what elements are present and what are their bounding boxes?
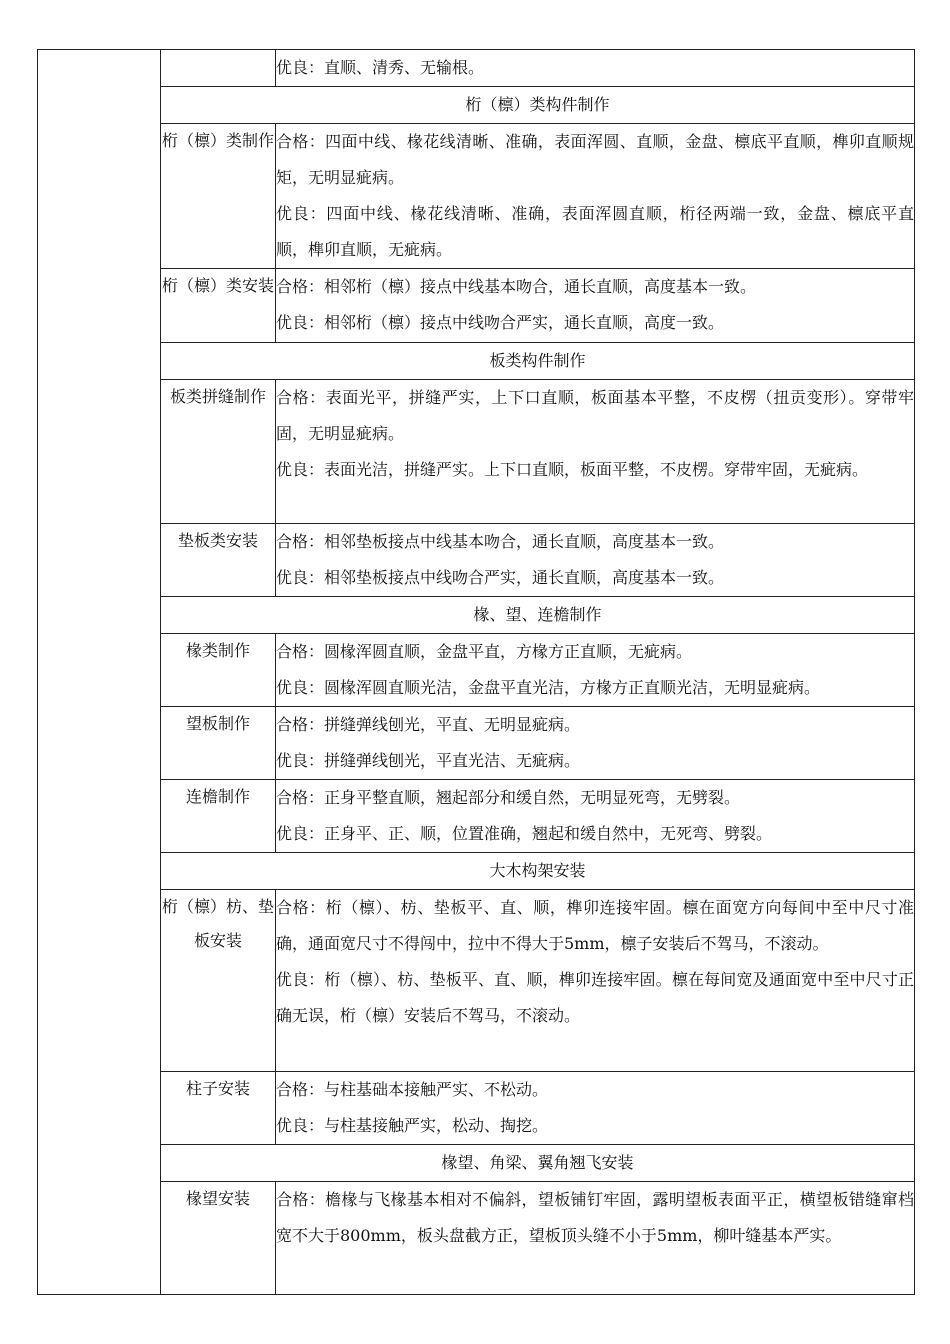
item-name: 望板制作 [161,707,276,780]
qualified-text: 合格：桁（檩）、枋、垫板平、直、顺，榫卯连接牢固。檩在面宽方向每间中至中尺寸准确，通面宽尺寸不得闯中，拉中不得大于5mm，檩子安装后不驾马，不滚动。 [276,898,914,953]
excellent-text: 优良：相邻桁（檩）接点中线吻合严实，通长直顺，高度一致。 [276,313,725,332]
excellent-text: 优良：与柱基接触严实，松动、掏挖。 [276,1116,549,1135]
item-criteria [276,524,915,597]
item-criteria [276,634,915,707]
item-criteria [276,124,915,269]
item-criteria [276,1072,915,1145]
inspection-standards-table [37,49,915,1295]
qualified-text: 合格：拼缝弹线刨光，平直、无明显疵病。 [276,715,581,734]
top-row-text: 优良：直顺、清秀、无输根。 [276,50,915,87]
qualified-text: 合格：表面光平，拼缝严实，上下口直顺，板面基本平整，不皮楞（扭贡变形）。穿带牢固，无明显疵病。 [276,388,914,443]
item-name: 桁（檩）枋、垫板安装 [161,890,276,1072]
item-criteria [276,1182,915,1295]
item-name: 连檐制作 [161,780,276,853]
empty-item-cell [161,50,276,87]
item-name: 椽望安装 [161,1182,276,1295]
excellent-text: 优良：正身平、正、顺，位置准确，翘起和缓自然中，无死弯、劈裂。 [276,824,773,843]
excellent-text: 优良：相邻垫板接点中线吻合严实，通长直顺，高度基本一致。 [276,568,725,587]
section-title: 椽、望、连檐制作 [161,597,915,634]
qualified-text: 合格：相邻桁（檩）接点中线基本吻合，通长直顺，高度基本一致。 [276,277,757,296]
qualified-text: 合格：四面中线、椽花线清晰、准确，表面浑圆、直顺，金盘、檩底平直顺，榫卯直顺规矩，无明显疵病。 [276,132,914,187]
item-criteria [276,380,915,524]
item-name: 垫板类安装 [161,524,276,597]
excellent-text: 优良：表面光洁，拼缝严实。上下口直顺，板面平整，不皮楞。穿带牢固，无疵病。 [276,460,869,479]
qualified-text: 合格：檐椽与飞椽基本相对不偏斜，望板铺钉牢固，露明望板表面平正，横望板错缝窜档宽不大于800mm，板头盘截方正，望板顶头缝不小于5mm，柳叶缝基本严实。 [276,1190,914,1245]
section-title: 椽望、角梁、翼角翘飞安装 [161,1145,915,1182]
excellent-text: 优良：四面中线、椽花线清晰、准确，表面浑圆直顺，桁径两端一致，金盘、檩底平直顺，榫卯直顺，无疵病。 [276,204,914,259]
qualified-text: 合格：正身平整直顺，翘起部分和缓自然，无明显死弯，无劈裂。 [276,788,741,807]
item-name: 板类拼缝制作 [161,380,276,524]
section-title: 桁（檩）类构件制作 [161,87,915,124]
left-blank-column [38,50,161,1295]
excellent-text: 优良：拼缝弹线刨光，平直光洁、无疵病。 [276,751,581,770]
item-name: 桁（檩）类安装 [161,269,276,343]
item-name: 桁（檩）类制作 [161,124,276,269]
section-title: 大木构架安装 [161,853,915,890]
section-title: 板类构件制作 [161,343,915,380]
item-name: 柱子安装 [161,1072,276,1145]
item-criteria [276,269,915,343]
qualified-text: 合格：圆椽浑圆直顺，金盘平直，方椽方正直顺，无疵病。 [276,642,693,661]
item-name: 椽类制作 [161,634,276,707]
excellent-text: 优良：桁（檩）、枋、垫板平、直、顺，榫卯连接牢固。檩在每间宽及通面宽中至中尺寸正确无误，桁（檩）安装后不驾马，不滚动。 [276,970,914,1025]
qualified-text: 合格：相邻垫板接点中线基本吻合，通长直顺，高度基本一致。 [276,532,725,551]
qualified-text: 合格：与柱基础本接触严实、不松动。 [276,1080,549,1099]
item-criteria [276,780,915,853]
excellent-text: 优良：圆椽浑圆直顺光洁，金盘平直光洁，方椽方正直顺光洁，无明显疵病。 [276,678,821,697]
item-criteria [276,707,915,780]
item-criteria [276,890,915,1072]
